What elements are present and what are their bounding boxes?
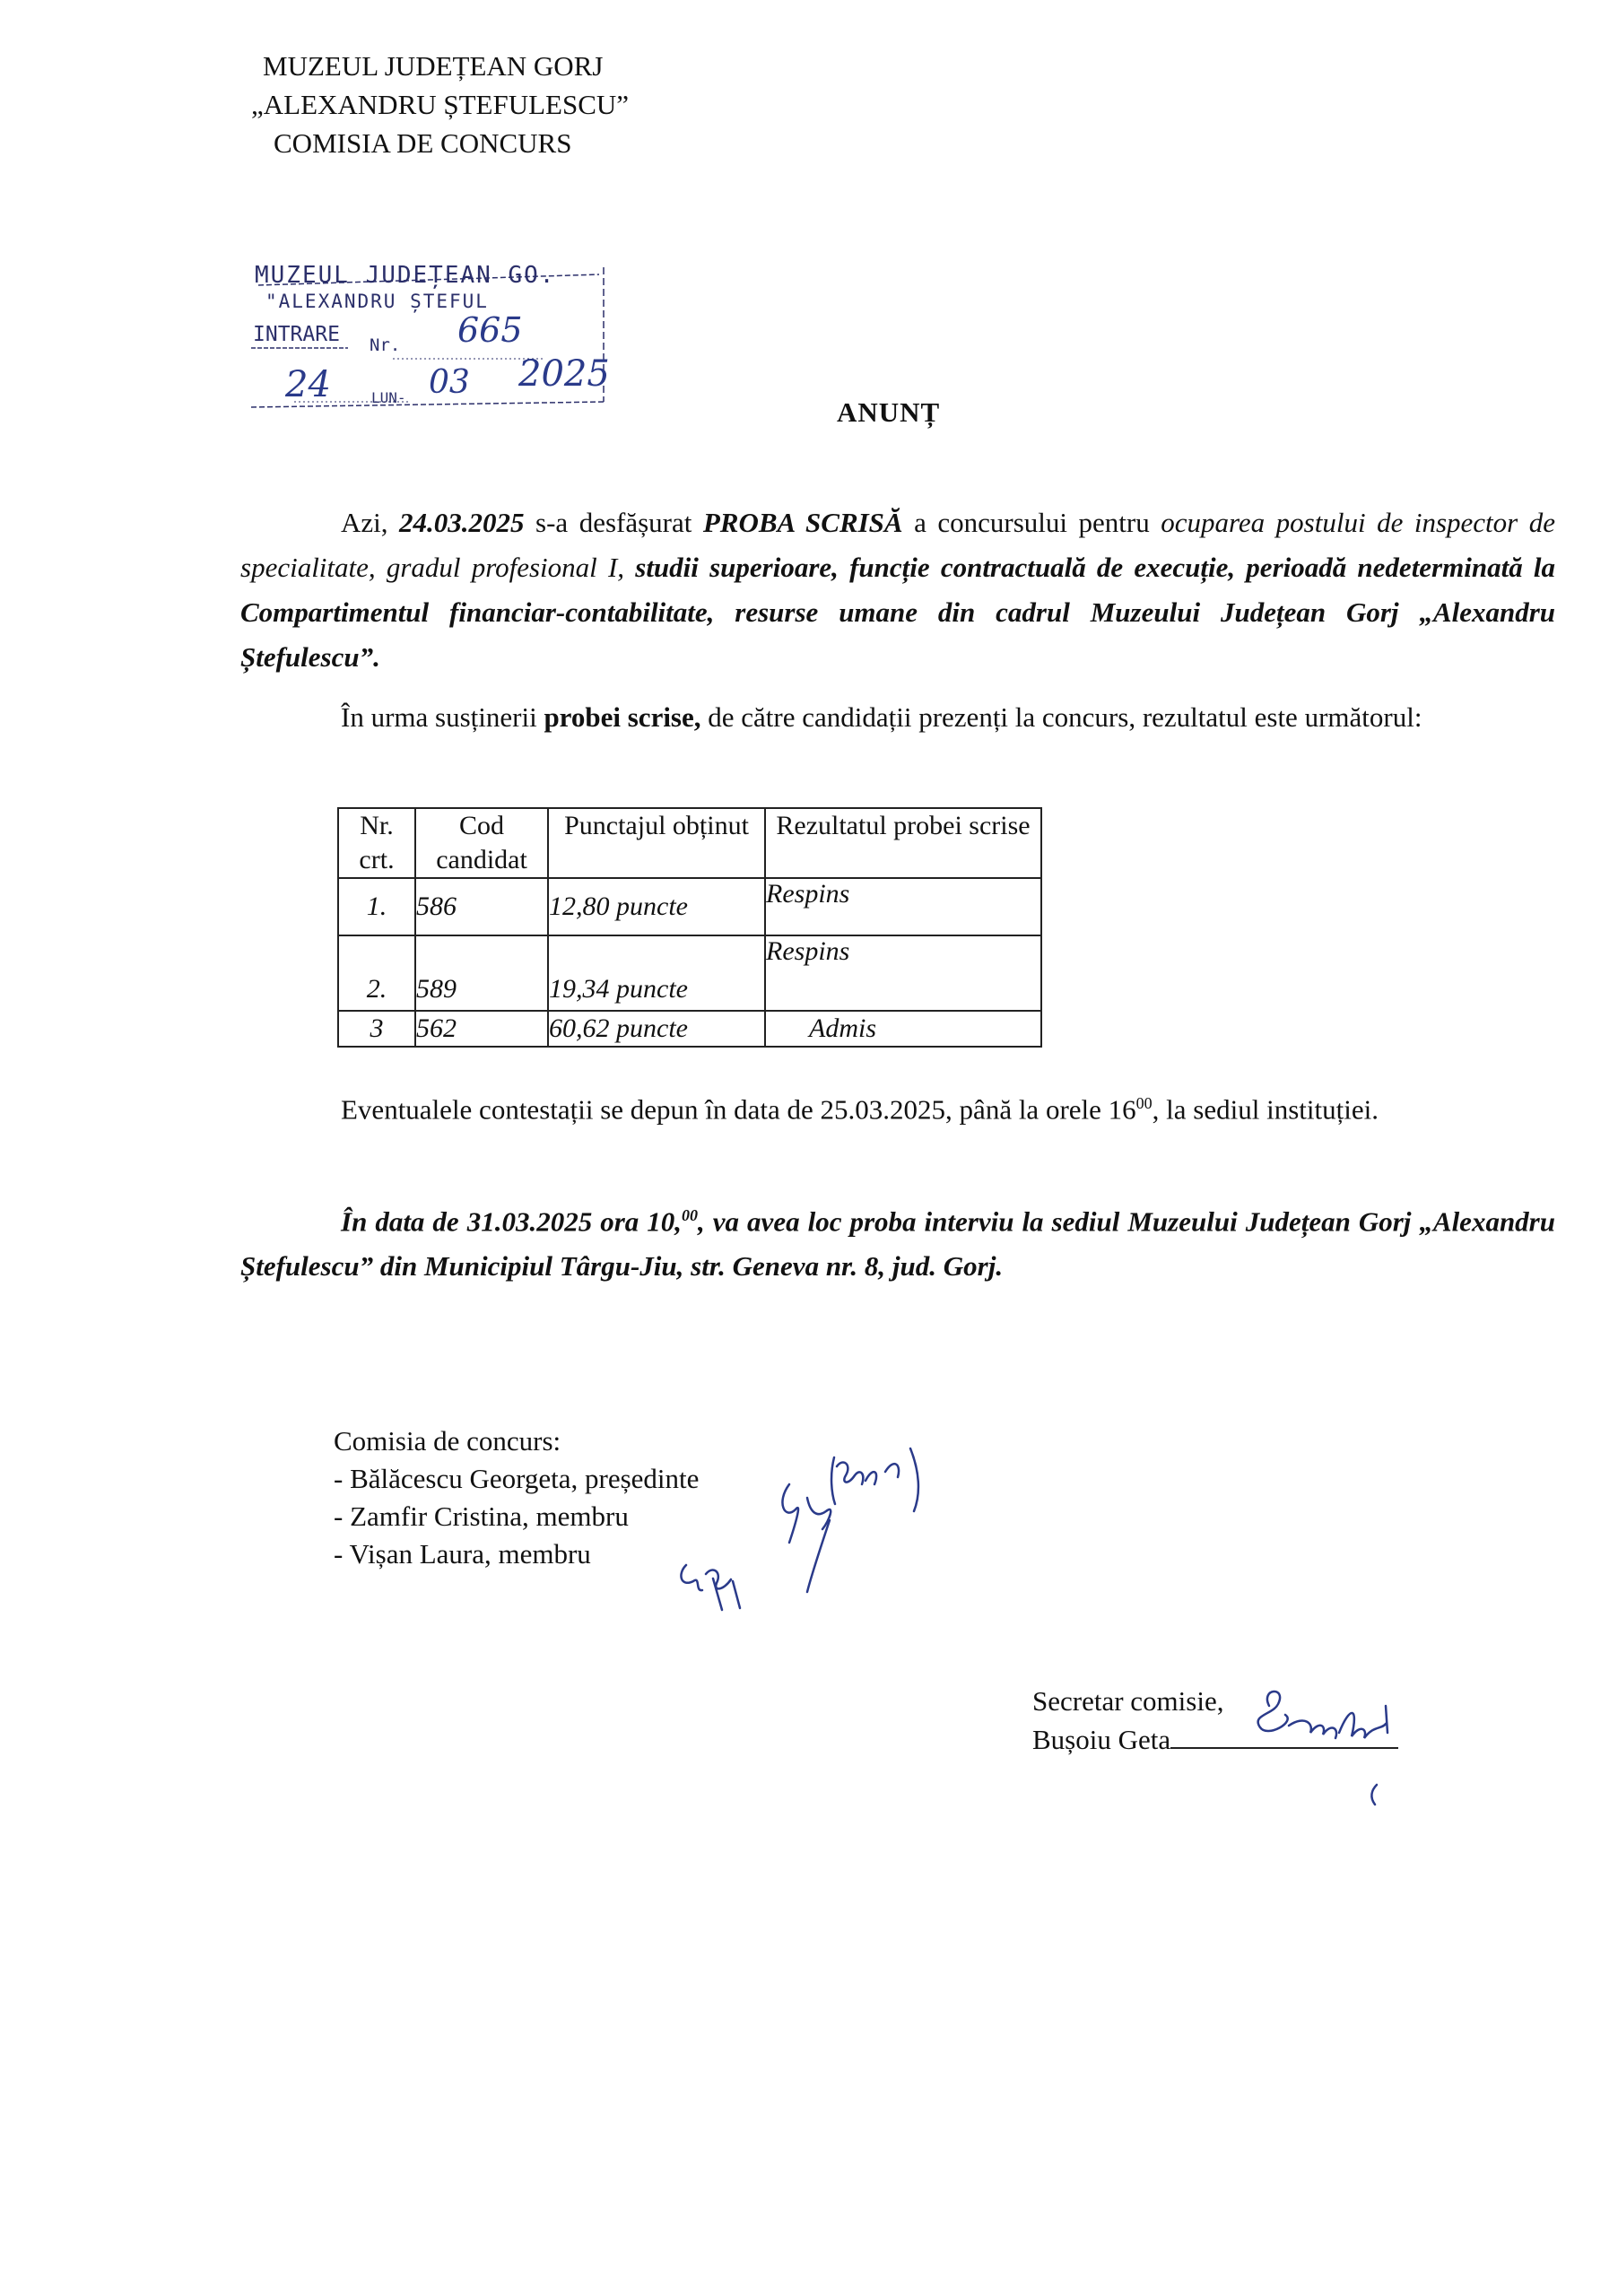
commission-member-president: - Bălăcescu Georgeta, președinte	[334, 1463, 700, 1494]
stamp-nr-label: Nr.	[370, 335, 401, 355]
header-museum-subtitle: „ALEXANDRU ȘTEFULESCU”	[251, 89, 630, 120]
p4-text-1: În data de 31.03.2025 ora 10,	[341, 1205, 683, 1238]
cell-rezultat: Respins	[765, 935, 1041, 1011]
stamp-year: 2025	[518, 353, 610, 395]
secretary-title: Secretar comisie,	[1032, 1685, 1224, 1717]
document-title: ANUNȚ	[837, 396, 941, 428]
secretary-name: Bușoiu Geta	[1032, 1724, 1171, 1755]
cell-nr: 2.	[338, 935, 415, 1011]
cell-cod: 562	[415, 1011, 548, 1047]
p2-bold: probei scrise,	[544, 701, 701, 733]
cell-punctaj: 60,62 puncte	[548, 1011, 765, 1047]
cell-cod: 589	[415, 935, 548, 1011]
p4-sup: 00	[682, 1206, 699, 1224]
p3-sup: 00	[1135, 1094, 1153, 1112]
table-row	[338, 935, 1041, 1011]
registration-stamp	[249, 258, 608, 411]
p2-text-1: În urma susținerii	[341, 701, 544, 733]
results-table	[337, 807, 1042, 1048]
p1-text-2: s-a desfășurat	[524, 507, 703, 538]
paragraph-interviu	[240, 1193, 1555, 1289]
stamp-line-2: "ALEXANDRU ȘTEFUL	[265, 291, 489, 312]
paragraph-results-intro	[240, 695, 1555, 740]
cell-rezultat: Respins	[765, 878, 1041, 935]
p1-date: 24.03.2025	[399, 507, 525, 538]
cell-punctaj: 19,34 puncte	[548, 935, 765, 1011]
commission-title: Comisia de concurs:	[334, 1425, 561, 1457]
header-museum-name: MUZEUL JUDEȚEAN GORJ	[263, 50, 604, 82]
handwritten-signature	[1233, 1679, 1448, 1822]
commission-member: - Zamfir Cristina, membru	[334, 1500, 629, 1532]
table-row	[338, 1011, 1041, 1047]
p2-text-2: de către candidații prezenți la concurs, rezultatul este următorul:	[700, 701, 1422, 733]
cell-rezultat: Admis	[765, 1011, 1041, 1047]
stamp-nr-value: 665	[457, 310, 523, 350]
commission-signatures	[659, 1422, 955, 1628]
commission-member: - Vișan Laura, membru	[334, 1538, 591, 1570]
stamp-intrare: INTRARE	[253, 323, 340, 346]
p1-proba-scrisa: PROBA SCRISĂ	[702, 507, 903, 538]
stamp-month: 03	[429, 364, 470, 401]
stamp-lun-label: LUN-	[371, 389, 406, 406]
paragraph-exam-info	[240, 500, 1555, 680]
header-commission: COMISIA DE CONCURS	[274, 127, 572, 159]
handwritten-signature	[659, 1422, 955, 1628]
p1-text-1: Azi,	[341, 507, 400, 538]
cell-nr: 1.	[338, 878, 415, 935]
secretary-signature	[1233, 1679, 1448, 1822]
institution-header	[251, 47, 629, 162]
stamp-day: 24	[285, 364, 331, 405]
table-header-row	[338, 808, 1041, 878]
table-row	[338, 878, 1041, 935]
cell-nr: 3	[338, 1011, 415, 1047]
header-rezultat: Rezultatul probei scrise	[765, 808, 1041, 878]
p3-text-1: Eventualele contestații se depun în data de 25.03.2025, până la orele 16	[341, 1093, 1136, 1126]
p1-text-3: a concursului pentru	[902, 507, 1161, 538]
p1-post-bold: studii superioare, funcție contractuală de execuție, perioadă nedeterminată la Compartimentul financiar-contabilitate, resurse umane din cadrul Muzeului Județean Gorj „Alexandru Ștefulescu”.	[240, 552, 1556, 673]
header-punctaj: Punctajul obținut	[548, 808, 765, 878]
p3-text-2: , la sediul instituției.	[1152, 1093, 1379, 1126]
cell-cod: 586	[415, 878, 548, 935]
p4-text-2: , va avea loc proba interviu la sediul Muzeului Județean Gorj „Alexandru Ștefulescu” din Municipiul Târgu-Jiu, str. Geneva nr. 8, jud. Gorj.	[240, 1205, 1555, 1283]
paragraph-contestatii	[240, 1081, 1555, 1132]
stamp-line-1: MUZEUL JUDEȚEAN GO.	[255, 262, 556, 289]
commission-list	[334, 1422, 699, 1573]
p1-post: ocuparea postului de inspector de specialitate, gradul profesional I,	[240, 507, 1555, 583]
header-cod-candidat: Cod candidat	[415, 808, 548, 878]
cell-punctaj: 12,80 puncte	[548, 878, 765, 935]
header-nr-crt: Nr. crt.	[338, 808, 415, 878]
